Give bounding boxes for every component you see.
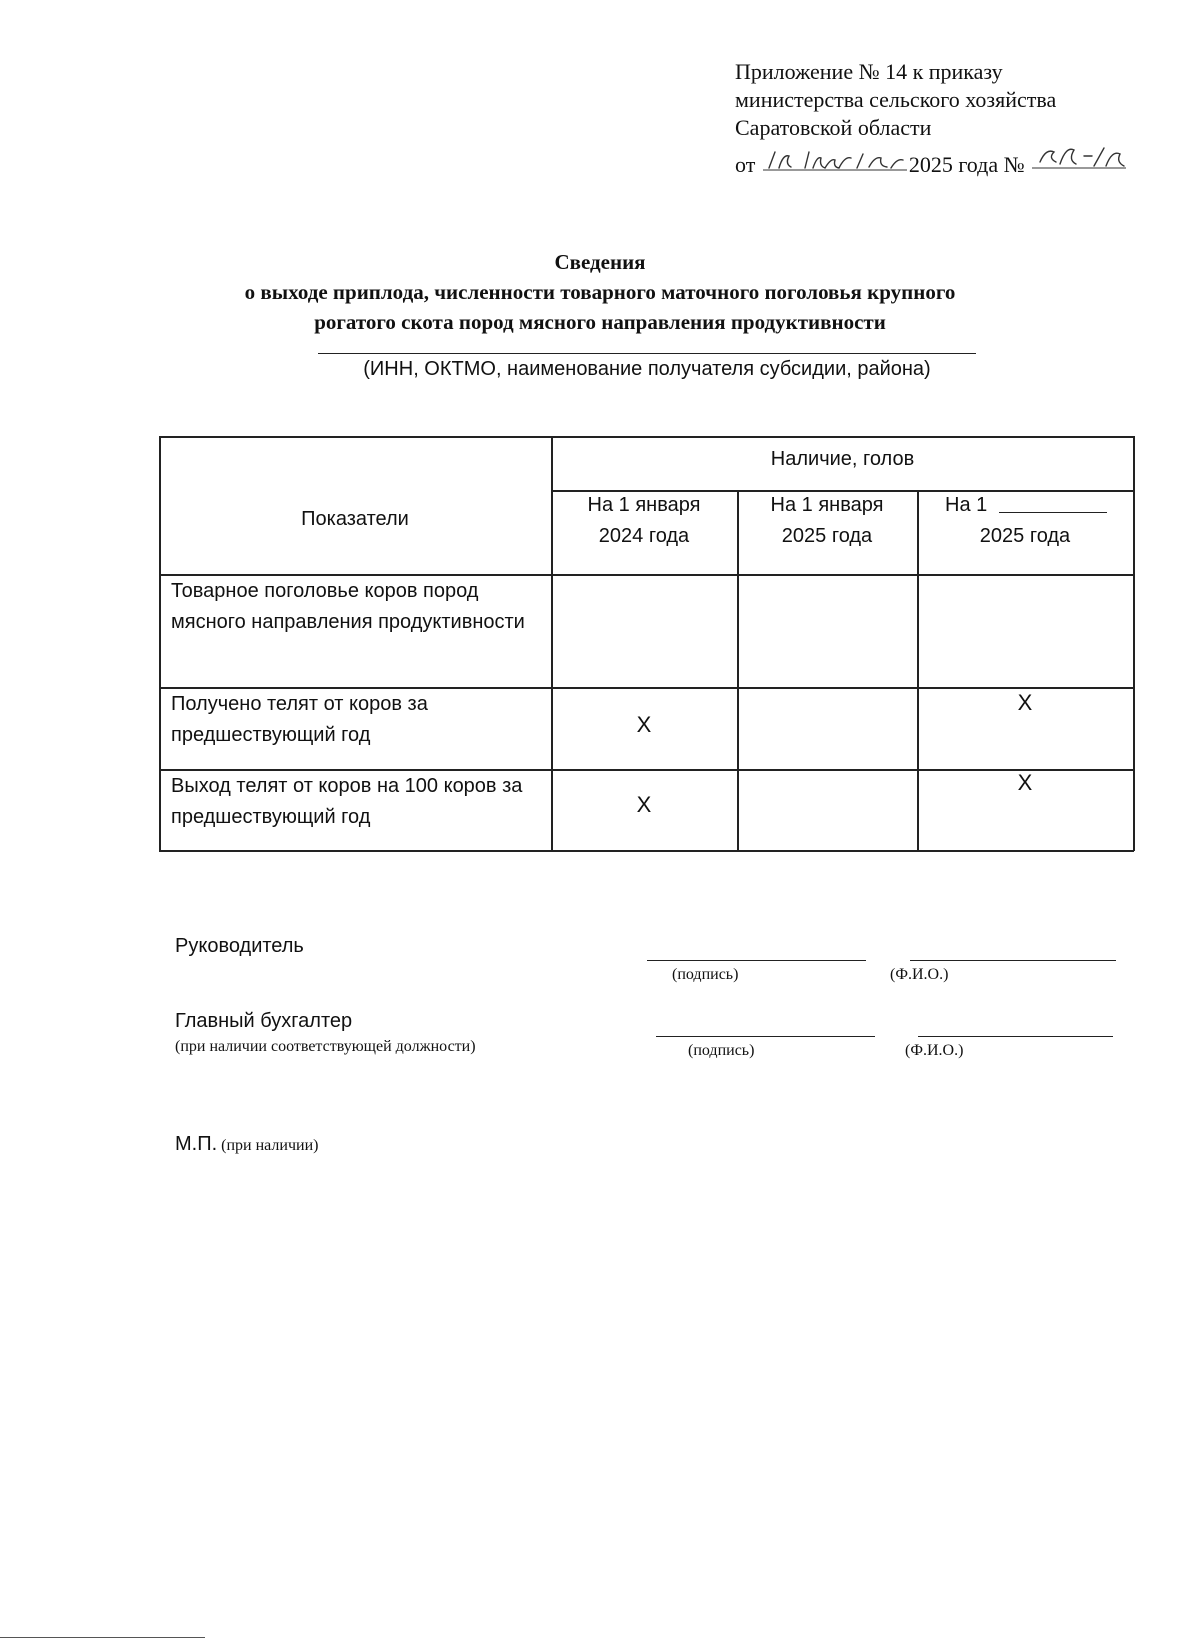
appendix-line-2: министерства сельского хозяйства [735, 87, 1057, 112]
head-name-caption: (Ф.И.О.) [890, 966, 949, 983]
date-prefix: от [735, 152, 756, 177]
date-fill-line [999, 492, 1107, 513]
stamp-label: М.П. [175, 1133, 218, 1155]
handwritten-date [761, 146, 909, 172]
cell-x-mark: X [636, 712, 652, 737]
cell-x-mark: X [1017, 690, 1033, 715]
head-label: Руководитель [175, 935, 304, 957]
handwritten-number [1030, 142, 1128, 172]
row-label-calf-yield: Выход телят от коров на 100 коров за предшествующий год [171, 775, 523, 828]
stamp-note: (при наличии) [221, 1137, 319, 1154]
header-col-2024-line2: 2024 года [598, 525, 690, 547]
title-line-2: о выходе приплода, численности товарного маточного поголовья крупного [244, 280, 956, 304]
appendix-line-4 [735, 142, 1128, 179]
accountant-label: Главный бухгалтер [175, 1010, 353, 1032]
header-col-2025-line1: На 1 января [770, 494, 884, 516]
date-year: 2025 года № [908, 152, 1025, 177]
header-col-2025-line2: 2025 года [781, 525, 873, 547]
accountant-signature-line [656, 1036, 875, 1037]
title-line-3: рогатого скота пород мясного направления продуктивности [314, 310, 886, 334]
header-col-2024-line1: На 1 января [587, 494, 701, 516]
title-heading: Сведения [554, 250, 646, 274]
appendix-line-1: Приложение № 14 к приказу [735, 59, 1003, 84]
header-col-custom-line1 [917, 490, 1133, 521]
cell-x-mark: X [1017, 770, 1033, 795]
indicators-table [159, 436, 1134, 851]
header-group-availability: Наличие, голов [770, 448, 915, 470]
cell-x-mark: X [636, 792, 652, 817]
stamp-place [175, 1133, 318, 1156]
accountant-name-line [918, 1036, 1113, 1037]
recipient-caption: (ИНН, ОКТМО, наименование получателя субсидии, района) [363, 358, 931, 380]
accountant-note: (при наличии соответствующей должности) [175, 1038, 476, 1055]
header-col-custom-line2: 2025 года [979, 525, 1071, 547]
appendix-line-3: Саратовской области [735, 115, 932, 140]
accountant-signature-caption: (подпись) [688, 1042, 755, 1059]
scan-edge-line [0, 1637, 205, 1638]
head-name-line [910, 960, 1116, 961]
document-title [150, 247, 1050, 337]
recipient-fill-line [318, 353, 976, 354]
head-signature-caption: (подпись) [672, 966, 739, 983]
row-label-calves-received: Получено телят от коров за предшествующий год [171, 693, 428, 746]
header-col-2025 [737, 490, 917, 552]
accountant-name-caption: (Ф.И.О.) [905, 1042, 964, 1059]
appendix-block [735, 58, 1128, 179]
header-indicators: Показатели [301, 508, 409, 530]
header-col-custom-prefix: На 1 [945, 494, 988, 516]
row-label-cow-stock: Товарное поголовье коров пород мясного направления продуктивности [171, 580, 525, 633]
head-signature-line [647, 960, 866, 961]
header-col-2024 [551, 490, 737, 552]
header-col-custom-date [917, 490, 1133, 552]
